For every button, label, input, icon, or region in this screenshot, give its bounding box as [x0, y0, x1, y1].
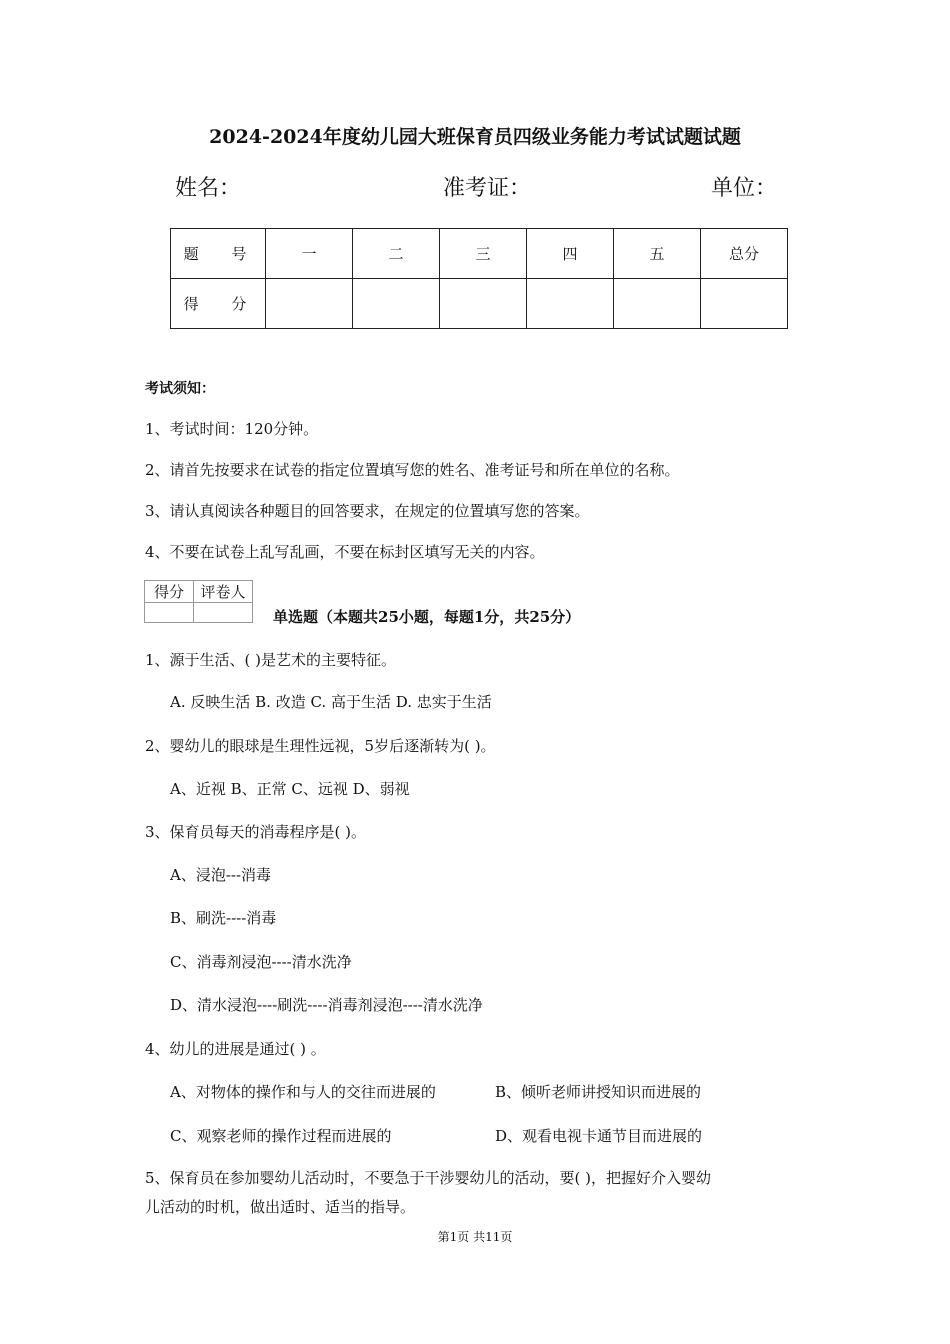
page-footer: 第1页 共11页	[437, 1230, 513, 1244]
question-2-options: A、近视 B、正常 C、远视 D、弱视	[170, 780, 410, 798]
name-field-label: 姓名：	[175, 176, 242, 201]
score-table-score-label: 得 分	[171, 279, 266, 329]
score-cell[interactable]	[440, 279, 527, 329]
question-4-option-d: D、观看电视卡通节目而进展的	[495, 1127, 703, 1145]
score-table	[170, 228, 788, 329]
section-title: 单选题（本题共25小题，每题1分，共25分）	[273, 608, 581, 626]
question-3-option-c: C、消毒剂浸泡----清水洗净	[170, 953, 352, 971]
grader-name-label: 评卷人	[194, 581, 253, 603]
question-5-stem-line1: 5、保育员在参加婴幼儿活动时，不要急于干涉婴幼儿的活动，要( )，把握好介入婴幼	[145, 1169, 712, 1187]
grader-table	[144, 580, 253, 623]
score-table-col-1: 一	[266, 229, 353, 279]
notice-heading: 考试须知：	[145, 381, 215, 397]
notice-item: 2、请首先按要求在试卷的指定位置填写您的姓名、准考证号和所在单位的名称。	[145, 461, 680, 479]
grader-score-label: 得分	[145, 581, 194, 603]
question-2-stem: 2、婴幼儿的眼球是生理性远视，5岁后逐渐转为( )。	[145, 737, 496, 755]
question-3-option-a: A、浸泡---消毒	[170, 866, 272, 884]
grader-score-cell[interactable]	[145, 603, 194, 623]
question-4-option-c: C、观察老师的操作过程而进展的	[170, 1127, 392, 1145]
score-table-col-5: 五	[614, 229, 701, 279]
score-cell[interactable]	[266, 279, 353, 329]
score-table-col-total: 总分	[701, 229, 788, 279]
question-4-stem: 4、幼儿的进展是通过( ) 。	[145, 1040, 326, 1058]
question-3-stem: 3、保育员每天的消毒程序是( )。	[145, 823, 367, 841]
question-1-options: A. 反映生活 B. 改造 C. 高于生活 D. 忠实于生活	[170, 693, 492, 711]
question-4-option-b: B、倾听老师讲授知识而进展的	[495, 1083, 702, 1101]
unit-field-label: 单位：	[711, 176, 778, 201]
question-1-stem: 1、源于生活、( )是艺术的主要特征。	[145, 651, 397, 669]
score-table-col-2: 二	[353, 229, 440, 279]
score-table-score-row	[171, 279, 788, 329]
score-cell[interactable]	[701, 279, 788, 329]
grader-name-cell[interactable]	[194, 603, 253, 623]
question-3-option-b: B、刷洗----消毒	[170, 909, 277, 927]
score-table-col-3: 三	[440, 229, 527, 279]
notice-item: 1、考试时间：120分钟。	[145, 420, 319, 438]
question-3-option-d: D、清水浸泡----刷洗----消毒剂浸泡----清水洗净	[170, 996, 483, 1014]
score-table-header-label: 题 号	[171, 229, 266, 279]
score-table-header-row	[171, 229, 788, 279]
score-cell[interactable]	[527, 279, 614, 329]
question-5-stem-line2: 儿活动的时机，做出适时、适当的指导。	[145, 1198, 416, 1216]
notice-item: 3、请认真阅读各种题目的回答要求，在规定的位置填写您的答案。	[145, 502, 590, 520]
exam-id-field-label: 准考证：	[443, 176, 532, 201]
question-4-option-a: A、对物体的操作和与人的交往而进展的	[170, 1083, 436, 1101]
score-cell[interactable]	[614, 279, 701, 329]
notice-item: 4、不要在试卷上乱写乱画，不要在标封区填写无关的内容。	[145, 543, 545, 561]
page-title: 2024-2024年度幼儿园大班保育员四级业务能力考试试题试题	[209, 126, 741, 148]
score-table-col-4: 四	[527, 229, 614, 279]
score-cell[interactable]	[353, 279, 440, 329]
